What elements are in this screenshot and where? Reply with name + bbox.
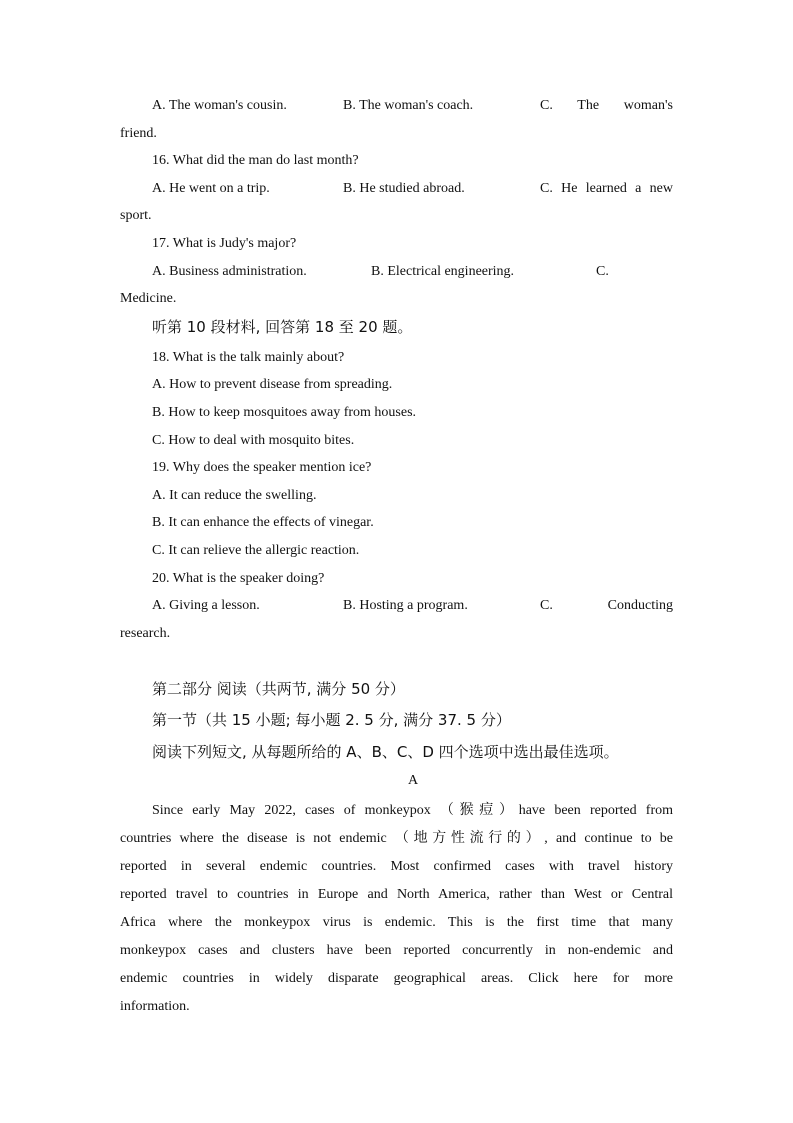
- q18-question: 18. What is the talk mainly about?: [152, 350, 345, 365]
- q17-option-a: A. Business administration.: [152, 264, 307, 279]
- q18-option-a: A. How to prevent disease from spreading.: [152, 377, 393, 392]
- q18-option-b: B. How to keep mosquitoes away from houses.: [152, 405, 417, 420]
- q17-option-c-wrap: Medicine.: [120, 291, 177, 306]
- passage-body: [120, 802, 673, 1026]
- q20-question: 20. What is the speaker doing?: [152, 571, 325, 586]
- passage-label: A: [407, 773, 419, 788]
- q17-option-c: C.: [596, 264, 609, 279]
- q16-option-a: A. He went on a trip.: [152, 181, 270, 196]
- q20-option-c: C. Conducting: [540, 598, 673, 613]
- passage-line: reported in several endemic countries. Most confirmed cases with travel history: [120, 859, 673, 874]
- q20-option-b: B. Hosting a program.: [343, 598, 468, 613]
- q16-option-c: C. He learned a new: [540, 181, 673, 196]
- q19-option-c: C. It can relieve the allergic reaction.: [152, 543, 360, 558]
- q20-option-c-wrap: research.: [120, 626, 171, 641]
- passage-line: countries where the disease is not endemic （地方性流行的）, and continue to be: [120, 831, 673, 846]
- q15-option-c: C. The woman's: [540, 98, 673, 113]
- q15-option-b: B. The woman's coach.: [343, 98, 474, 113]
- q16-question: 16. What did the man do last month?: [152, 153, 359, 168]
- passage-line: Africa where the monkeypox virus is endemic. This is the first time that many: [120, 915, 673, 930]
- q15-option-a: A. The woman's cousin.: [152, 98, 287, 113]
- passage-line: endemic countries in widely disparate geographical areas. Click here for more: [120, 971, 673, 986]
- q19-option-a: A. It can reduce the swelling.: [152, 488, 317, 503]
- q17-question: 17. What is Judy's major?: [152, 236, 297, 251]
- q15-option-c-wrap: friend.: [120, 126, 157, 141]
- passage-line: reported travel to countries in Europe and North America, rather than West or Central: [120, 887, 673, 902]
- q20-option-a: A. Giving a lesson.: [152, 598, 260, 613]
- q19-option-b: B. It can enhance the effects of vinegar.: [152, 515, 374, 530]
- passage-line: monkeypox cases and clusters have been reported concurrently in non-endemic and: [120, 943, 673, 958]
- q18-option-c: C. How to deal with mosquito bites.: [152, 433, 355, 448]
- part2-title: 第二部分 阅读（共两节, 满分 50 分）: [152, 680, 405, 698]
- q16-option-b: B. He studied abroad.: [343, 181, 465, 196]
- q19-question: 19. Why does the speaker mention ice?: [152, 460, 372, 475]
- q17-option-b: B. Electrical engineering.: [371, 264, 515, 279]
- q16-option-c-wrap: sport.: [120, 208, 152, 223]
- reading-instruction: 阅读下列短文, 从每题所给的 A、B、C、D 四个选项中选出最佳选项。: [152, 743, 619, 761]
- section10-instruction: 听第 10 段材料, 回答第 18 至 20 题。: [152, 318, 413, 336]
- passage-line: Since early May 2022, cases of monkeypox （猴痘）have been reported from: [152, 803, 673, 818]
- passage-line: information.: [120, 999, 190, 1014]
- section1-title: 第一节（共 15 小题; 每小题 2. 5 分, 满分 37. 5 分）: [152, 711, 511, 729]
